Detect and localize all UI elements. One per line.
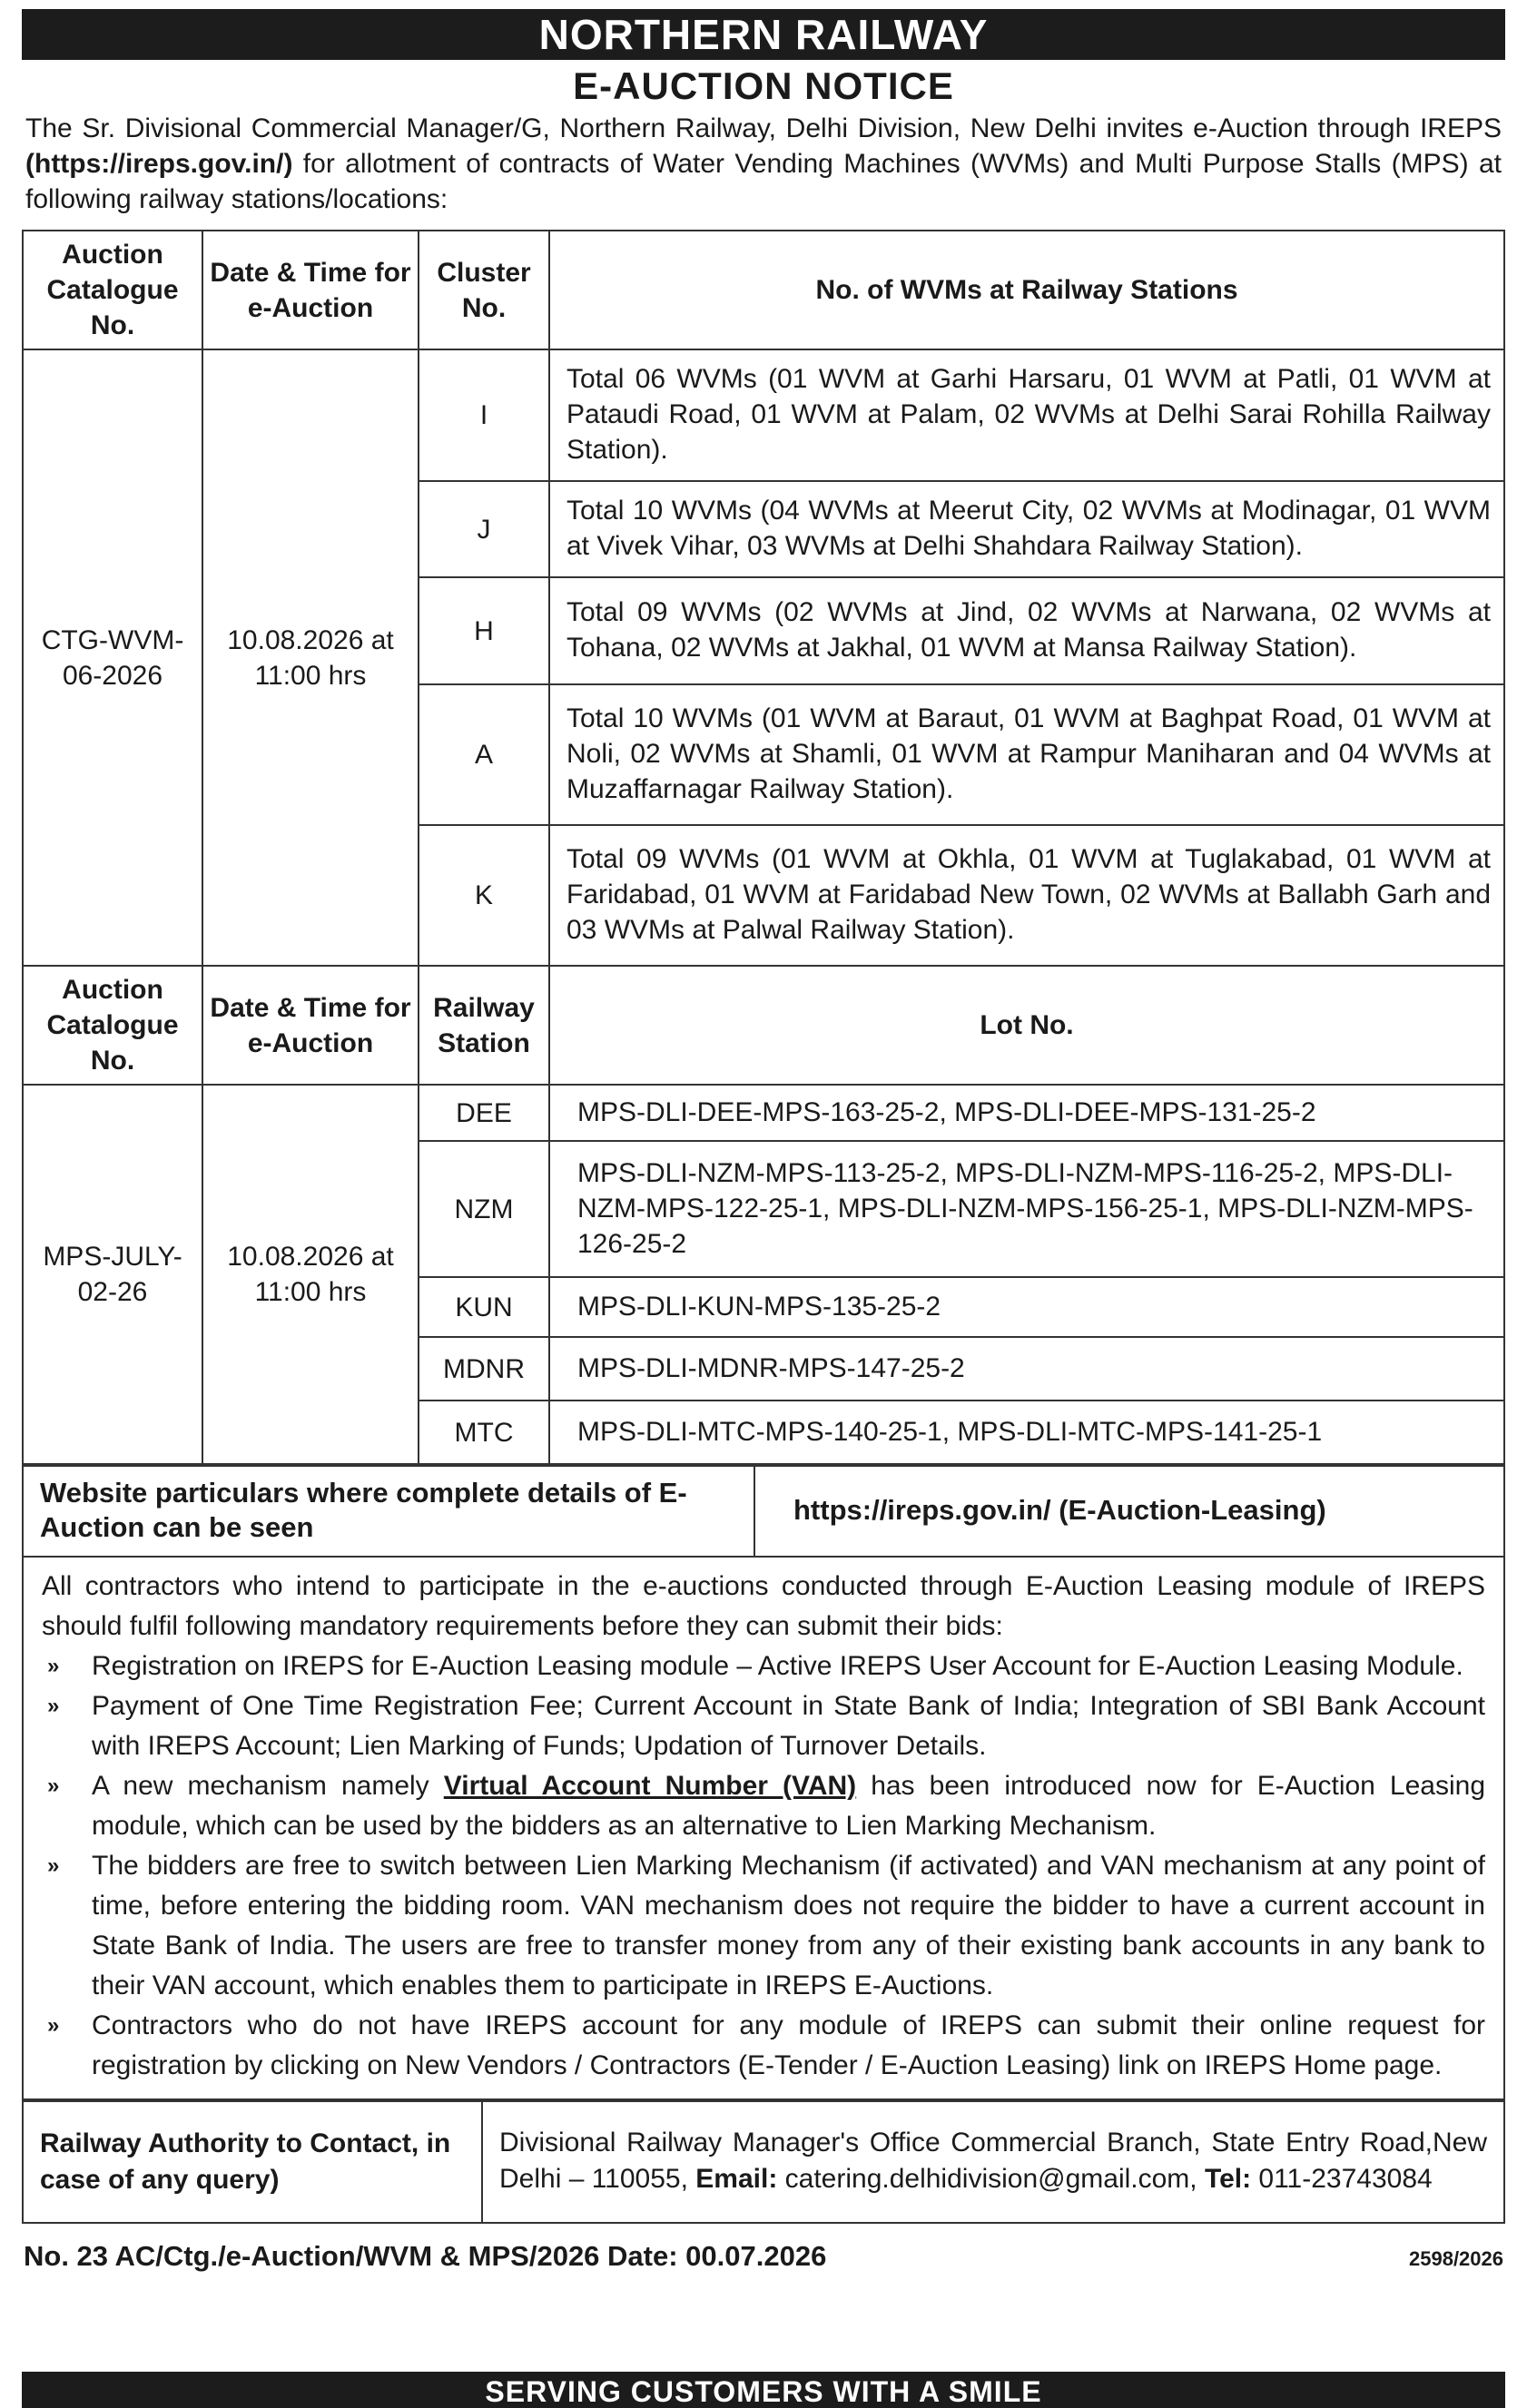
website-row [23, 1466, 1504, 1557]
requirements-intro: All contractors who intend to participate in the e-auctions conducted through E-Auction Leasing module of IREPS should fulfil following mandatory requirements before they can submit their bids: [42, 1571, 1485, 1641]
list-item [42, 1846, 1485, 2006]
tel-label: Tel: [1204, 2164, 1252, 2194]
lot-cell: MPS-DLI-MDNR-MPS-147-25-2 [549, 1337, 1504, 1401]
footer-row [22, 2240, 1505, 2273]
intro-text-2: for allotment of contracts of Water Vending Machines (WVMs) and Multi Purpose Stalls (MPS) at following railway stations/locations: [25, 149, 1502, 214]
requirement-text: Registration on IREPS for E-Auction Leasing module – Active IREPS User Account for E-Auction Leasing Module. [92, 1651, 1463, 1681]
station-cell: KUN [419, 1277, 549, 1337]
wvm-desc-cell: Total 10 WVMs (04 WVMs at Meerut City, 02 WVMs at Modinagar, 01 WVM at Vivek Vihar, 03 WVMs at Delhi Shahdara Railway Station). [549, 481, 1504, 577]
header-station: Railway Station [419, 966, 549, 1085]
double-chevron-icon: » [47, 1654, 60, 1678]
website-link[interactable]: https://ireps.gov.in/ (E-Auction-Leasing) [754, 1466, 1504, 1557]
header-wvm-desc: No. of WVMs at Railway Stations [549, 231, 1504, 349]
website-label: Website particulars where complete details of E-Auction can be seen [23, 1466, 754, 1557]
cluster-cell: I [419, 349, 549, 481]
email-label: Email: [695, 2164, 778, 2194]
wvm-datetime: 10.08.2026 at 11:00 hrs [202, 349, 419, 966]
list-item [42, 1686, 1485, 1766]
cluster-cell: K [419, 825, 549, 966]
requirement-text: The bidders are free to switch between Lien Marking Mechanism (if activated) and VAN mechanism at any point of time, before entering the bidding room. VAN mechanism does not require the bidder to have a current account in State Bank of India. The users are free to transfer money from any of their existing bank accounts in any bank to their VAN account, which enables them to participate in IREPS E-Auctions. [92, 1851, 1485, 2000]
slogan-bar [22, 2372, 1505, 2408]
requirement-text: Payment of One Time Registration Fee; Current Account in State Bank of India; Integration of SBI Bank Account with IREPS Account; Lien Marking of Funds; Updation of Turnover Details. [92, 1691, 1485, 1761]
contact-label: Railway Authority to Contact, in case of any query) [23, 2101, 482, 2223]
requirement-text: A new mechanism namely [92, 1771, 444, 1801]
requirements-section [22, 1558, 1505, 2100]
notice-subtitle: E-AUCTION NOTICE [573, 64, 954, 107]
mps-header-row [23, 966, 1504, 1085]
contact-tel: 011-23743084 [1251, 2164, 1433, 2194]
notice-page [0, 9, 1527, 2408]
header-cluster: Cluster No. [419, 231, 549, 349]
double-chevron-icon: » [47, 1853, 60, 1878]
requirement-text: Contractors who do not have IREPS account for any module of IREPS can submit their online request for registration by clicking on New Vendors / Contractors (E-Tender / E-Auction Leasing) link on IREPS Home page. [92, 2010, 1485, 2080]
contact-row [23, 2101, 1504, 2223]
wvm-desc-cell: Total 06 WVMs (01 WVM at Garhi Harsaru, 01 WVM at Patli, 01 WVM at Pataudi Road, 01 WVM at Palam, 02 WVMs at Delhi Sarai Rohilla Railway Station). [549, 349, 1504, 481]
lot-cell: MPS-DLI-NZM-MPS-113-25-2, MPS-DLI-NZM-MPS-116-25-2, MPS-DLI-NZM-MPS-122-25-1, MPS-DLI-NZM-MPS-156-25-1, MPS-DLI-NZM-MPS-126-25-2 [549, 1141, 1504, 1277]
header-datetime: Date & Time for e-Auction [202, 966, 419, 1085]
requirements-list [42, 1646, 1485, 2086]
cluster-cell: A [419, 684, 549, 825]
header-catalogue: Auction Catalogue No. [23, 231, 202, 349]
mps-catalogue: MPS-JULY-02-26 [23, 1085, 202, 1464]
release-code: 2598/2026 [1409, 2247, 1503, 2270]
title-bar [22, 9, 1505, 60]
intro-url: (https://ireps.gov.in/) [25, 149, 293, 179]
wvm-desc-cell: Total 10 WVMs (01 WVM at Baraut, 01 WVM at Baghpat Road, 01 WVM at Noli, 02 WVMs at Shamli, 01 WVM at Rampur Maniharan and 04 WVMs at Muzaffarnagar Railway Station). [549, 684, 1504, 825]
wvm-header-row [23, 231, 1504, 349]
page-title: NORTHERN RAILWAY [538, 11, 989, 58]
table-row [23, 1085, 1504, 1141]
intro-text-1: The Sr. Divisional Commercial Manager/G, Northern Railway, Delhi Division, New Delhi invites e-Auction through IREPS [25, 113, 1502, 143]
intro-paragraph [22, 111, 1505, 217]
list-item [42, 1646, 1485, 1686]
auction-table [22, 230, 1505, 1465]
reference-number: No. 23 AC/Ctg./e-Auction/WVM & MPS/2026 Date: 00.07.2026 [24, 2240, 827, 2272]
header-datetime: Date & Time for e-Auction [202, 231, 419, 349]
station-cell: MDNR [419, 1337, 549, 1401]
header-catalogue: Auction Catalogue No. [23, 966, 202, 1085]
list-item [42, 2006, 1485, 2086]
station-cell: DEE [419, 1085, 549, 1141]
station-cell: MTC [419, 1401, 549, 1464]
lot-cell: MPS-DLI-KUN-MPS-135-25-2 [549, 1277, 1504, 1337]
cluster-cell: H [419, 577, 549, 684]
double-chevron-icon: » [47, 1694, 60, 1718]
contact-table [22, 2100, 1505, 2224]
lot-cell: MPS-DLI-MTC-MPS-140-25-1, MPS-DLI-MTC-MPS-141-25-1 [549, 1401, 1504, 1464]
contact-details [482, 2101, 1504, 2223]
wvm-desc-cell: Total 09 WVMs (02 WVMs at Jind, 02 WVMs at Narwana, 02 WVMs at Tohana, 02 WVMs at Jakhal, 01 WVM at Mansa Railway Station). [549, 577, 1504, 684]
table-row [23, 349, 1504, 481]
slogan-text: SERVING CUSTOMERS WITH A SMILE [485, 2374, 1042, 2408]
double-chevron-icon: » [47, 2013, 60, 2038]
wvm-desc-cell: Total 09 WVMs (01 WVM at Okhla, 01 WVM at Tuglakabad, 01 WVM at Faridabad, 01 WVM at Faridabad New Town, 02 WVMs at Ballabh Garh and 03 WVMs at Palwal Railway Station). [549, 825, 1504, 966]
header-lot: Lot No. [549, 966, 1504, 1085]
wvm-catalogue: CTG-WVM-06-2026 [23, 349, 202, 966]
requirement-text: has been introduced now for E-Auction Leasing module, which can be used by the bidders as an alternative to Lien Marking Mechanism. [92, 1771, 1486, 1841]
mps-datetime: 10.08.2026 at 11:00 hrs [202, 1085, 419, 1464]
website-table [22, 1465, 1505, 1558]
contact-address: Divisional Railway Manager's Office Commercial Branch, State Entry Road,New Delhi – 110055, [499, 2128, 1487, 2194]
contact-email[interactable]: catering.delhidivision@gmail.com, [777, 2164, 1205, 2194]
list-item [42, 1766, 1485, 1846]
station-cell: NZM [419, 1141, 549, 1277]
lot-cell: MPS-DLI-DEE-MPS-163-25-2, MPS-DLI-DEE-MPS-131-25-2 [549, 1085, 1504, 1141]
van-highlight: Virtual Account Number (VAN) [443, 1771, 857, 1801]
double-chevron-icon: » [47, 1774, 60, 1798]
cluster-cell: J [419, 481, 549, 577]
